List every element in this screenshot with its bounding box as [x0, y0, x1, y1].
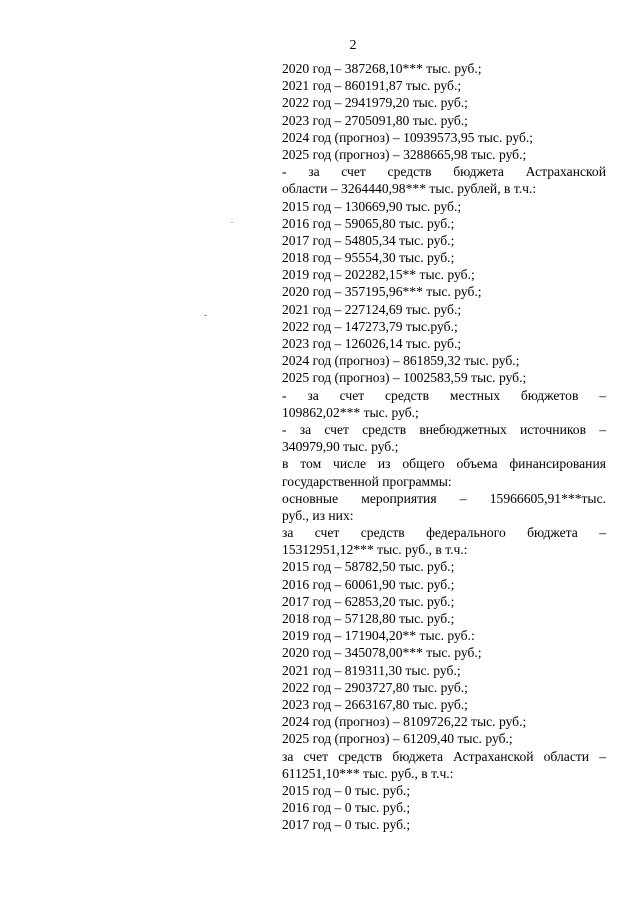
text-line: 611251,10*** тыс. руб., в т.ч.:	[282, 765, 454, 781]
text-line: 2018 год – 57128,80 тыс. руб.;	[282, 611, 455, 626]
text-line: 2024 год (прогноз) – 861859,32 тыс. руб.;	[282, 353, 520, 369]
text-line: 15312951,12*** тыс. руб., в т.ч.:	[282, 542, 468, 558]
text-line: 2025 год (прогноз) – 1002583,59 тыс. руб.;	[282, 370, 527, 386]
text-line: 2015 год – 58782,50 тыс. руб.;	[282, 559, 455, 575]
text-line: - за счет средств внебюджетных источников –	[282, 421, 606, 437]
text-line: 2017 год – 62853,20 тыс. руб.;	[282, 593, 455, 609]
text-line: руб., из них:	[282, 507, 354, 523]
text-line: в том числе из общего объема финансирования	[282, 456, 606, 472]
text-line: 2022 год – 2903727,80 тыс. руб.;	[282, 679, 468, 695]
text-line: за счет средств бюджета Астраханской области –	[282, 748, 606, 764]
text-line: 2022 год – 147273,79 тыс.руб.;	[282, 318, 458, 334]
text-line: 2017 год – 0 тыс. руб.;	[282, 817, 411, 833]
text-line: 2025 год (прогноз) – 3288665,98 тыс. руб.;	[282, 146, 527, 162]
funding-text-column	[282, 60, 606, 833]
text-line: основные мероприятия – 15966605,91***тыс.	[282, 490, 606, 506]
text-line: 109862,02*** тыс. руб.;	[282, 404, 419, 420]
text-line: государственной программы:	[282, 473, 452, 489]
text-line: 340979,90 тыс. руб.;	[282, 439, 399, 455]
text-line: 2023 год – 126026,14 тыс. руб.;	[282, 336, 462, 351]
text-line: 2020 год – 345078,00*** тыс. руб.;	[282, 645, 482, 661]
text-line: области – 3264440,98*** тыс. рублей, в т.ч.:	[282, 181, 537, 197]
text-line: 2020 год – 357195,96*** тыс. руб.;	[282, 284, 482, 300]
text-line: 2022 год – 2941979,20 тыс. руб.;	[282, 95, 468, 111]
text-line: 2021 год – 860191,87 тыс. руб.;	[282, 78, 462, 94]
text-line: 2019 год – 202282,15** тыс. руб.;	[282, 267, 475, 283]
text-line: 2015 год – 0 тыс. руб.;	[282, 782, 411, 798]
text-line: 2021 год – 819311,30 тыс. руб.;	[282, 662, 461, 678]
scan-mark	[204, 315, 207, 316]
text-line: 2019 год – 171904,20** тыс. руб.:	[282, 628, 475, 644]
text-line: 2016 год – 0 тыс. руб.;	[282, 800, 411, 816]
text-line: 2018 год – 95554,30 тыс. руб.;	[282, 250, 455, 266]
text-line: 2015 год – 130669,90 тыс. руб.;	[282, 198, 462, 214]
scan-mark	[231, 222, 233, 223]
page-number: 2	[349, 38, 357, 53]
text-line: 2025 год (прогноз) – 61209,40 тыс. руб.;	[282, 731, 513, 747]
text-line: 2023 год – 2705091,80 тыс. руб.;	[282, 112, 468, 128]
text-line: - за счет средств местных бюджетов –	[282, 387, 606, 403]
text-line: 2024 год (прогноз) – 8109726,22 тыс. руб.;	[282, 714, 527, 730]
text-line: - за счет средств бюджета Астраханской	[282, 164, 606, 180]
text-line: 2017 год – 54805,34 тыс. руб.;	[282, 232, 455, 248]
text-line: за счет средств федерального бюджета –	[282, 525, 606, 541]
text-line: 2016 год – 59065,80 тыс. руб.;	[282, 215, 455, 231]
text-line: 2016 год – 60061,90 тыс. руб.;	[282, 576, 455, 592]
text-line: 2021 год – 227124,69 тыс. руб.;	[282, 301, 462, 317]
text-line: 2024 год (прогноз) – 10939573,95 тыс. руб.;	[282, 129, 534, 145]
text-line: 2020 год – 387268,10*** тыс. руб.;	[282, 61, 482, 76]
text-line: 2023 год – 2663167,80 тыс. руб.;	[282, 696, 468, 712]
